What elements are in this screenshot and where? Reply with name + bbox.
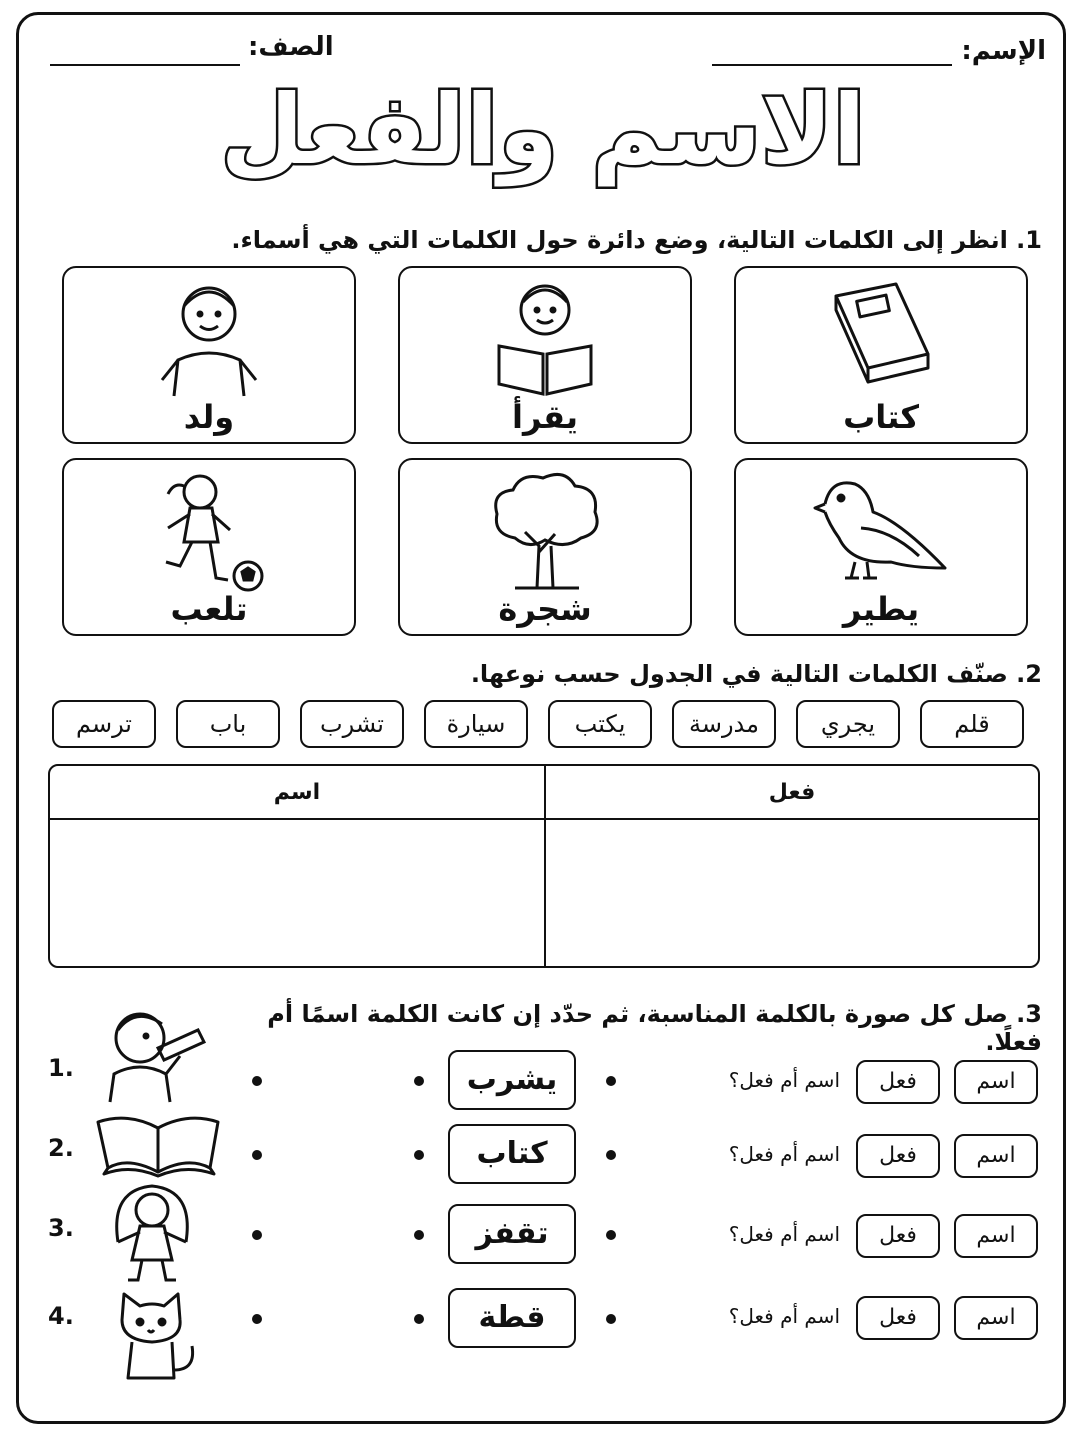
card-label: يطير (842, 590, 920, 628)
noun-or-verb-question: اسم أم فعل؟ (728, 1222, 840, 1246)
card-label: ولد (183, 398, 235, 436)
connect-dot[interactable] (606, 1076, 616, 1086)
connect-dot[interactable] (414, 1150, 424, 1160)
noun-or-verb-question: اسم أم فعل؟ (728, 1142, 840, 1166)
connect-dot[interactable] (414, 1076, 424, 1086)
verb-option[interactable]: فعل (856, 1134, 940, 1178)
word-box: يشرب (448, 1050, 576, 1110)
boy-drinking-icon (100, 1000, 210, 1104)
book-icon (816, 276, 946, 396)
noun-or-verb-question: اسم أم فعل؟ (728, 1304, 840, 1328)
word-box: تقفز (448, 1204, 576, 1264)
open-book-icon (94, 1112, 224, 1178)
noun-or-verb-question: اسم أم فعل؟ (728, 1068, 840, 1092)
word-chip[interactable]: مدرسة (672, 700, 776, 748)
word-chip[interactable]: يجري (796, 700, 900, 748)
card-book[interactable] (734, 266, 1028, 444)
bird-icon (811, 468, 951, 586)
col-header-verb: فعل (768, 780, 816, 805)
name-line[interactable] (712, 64, 952, 66)
word-box: كتاب (448, 1124, 576, 1184)
card-label: يقرأ (512, 398, 578, 436)
connect-dot[interactable] (414, 1314, 424, 1324)
row-number: 2. (48, 1134, 74, 1162)
q1-instruction: 1. انظر إلى الكلمات التالية، وضع دائرة حول الكلمات التي هي أسماء. (231, 226, 1042, 254)
connect-dot[interactable] (252, 1150, 262, 1160)
girl-playing-ball-icon (144, 468, 274, 592)
tree-icon (485, 468, 605, 592)
word-chip[interactable]: يكتب (548, 700, 652, 748)
row-number: 4. (48, 1302, 74, 1330)
connect-dot[interactable] (252, 1230, 262, 1240)
col-header-noun: اسم (273, 780, 321, 805)
connect-dot[interactable] (414, 1230, 424, 1240)
word-box: قطة (448, 1288, 576, 1348)
boy-reading-icon (485, 276, 605, 396)
connect-dot[interactable] (252, 1076, 262, 1086)
noun-option[interactable]: اسم (954, 1060, 1038, 1104)
girl-jumping-rope-icon (104, 1180, 200, 1286)
noun-option[interactable]: اسم (954, 1214, 1038, 1258)
verb-option[interactable]: فعل (856, 1296, 940, 1340)
card-label: شجرة (498, 590, 592, 628)
card-boy[interactable] (62, 266, 356, 444)
connect-dot[interactable] (252, 1314, 262, 1324)
boy-icon (154, 276, 264, 398)
class-label: الصف: (248, 32, 334, 62)
class-line[interactable] (50, 64, 240, 66)
page-title: الاسم والفعل (220, 74, 866, 186)
card-plays[interactable] (62, 458, 356, 636)
verb-option[interactable]: فعل (856, 1060, 940, 1104)
word-chip[interactable]: قلم (920, 700, 1024, 748)
connect-dot[interactable] (606, 1150, 616, 1160)
verb-option[interactable]: فعل (856, 1214, 940, 1258)
card-flies[interactable] (734, 458, 1028, 636)
word-chip[interactable]: سيارة (424, 700, 528, 748)
card-tree[interactable] (398, 458, 692, 636)
q3-instruction: 3. صل كل صورة بالكلمة المناسبة، ثم حدّد إن كانت الكلمة اسمًا أم فعلًا. (267, 1000, 1042, 1056)
card-label: تلعب (170, 590, 248, 628)
cat-icon (112, 1290, 202, 1382)
word-chip[interactable]: ترسم (52, 700, 156, 748)
row-number: 3. (48, 1214, 74, 1242)
row-number: 1. (48, 1054, 74, 1082)
noun-option[interactable]: اسم (954, 1296, 1038, 1340)
q2-instruction: 2. صنّف الكلمات التالية في الجدول حسب نوعها. (470, 660, 1042, 688)
noun-column-cell[interactable] (50, 820, 544, 966)
noun-option[interactable]: اسم (954, 1134, 1038, 1178)
word-chip[interactable]: تشرب (300, 700, 404, 748)
classification-table (48, 764, 1040, 968)
card-reads[interactable] (398, 266, 692, 444)
word-chip[interactable]: باب (176, 700, 280, 748)
card-label: كتاب (843, 398, 919, 436)
connect-dot[interactable] (606, 1230, 616, 1240)
name-label: الإسم: (961, 36, 1046, 66)
verb-column-cell[interactable] (546, 820, 1038, 966)
connect-dot[interactable] (606, 1314, 616, 1324)
